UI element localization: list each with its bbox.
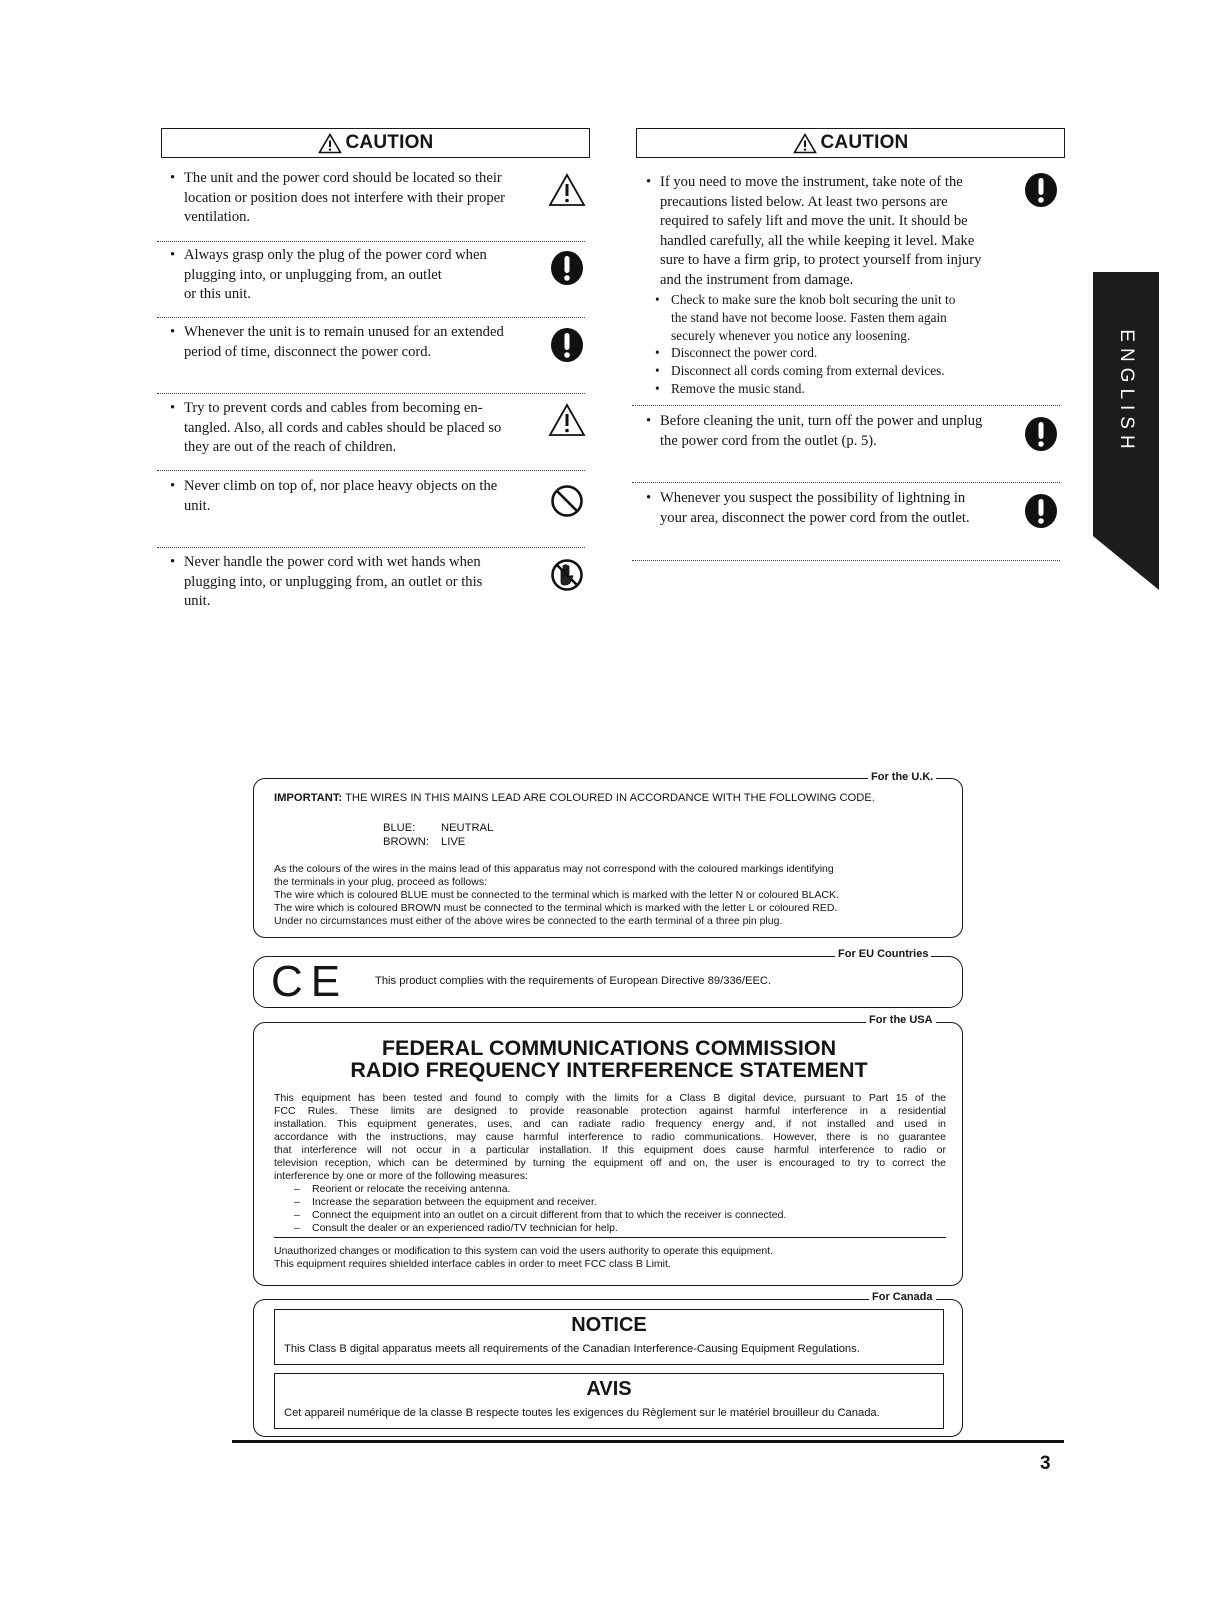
text-line: securely whenever you notice any loosening. — [671, 328, 911, 343]
text-line: unit. — [184, 593, 211, 610]
text-line: your area, disconnect the power cord from the outlet. — [660, 509, 970, 526]
sub-item — [655, 344, 1035, 362]
caution-heading-left: CAUTION — [345, 132, 434, 153]
bullet: • — [170, 324, 176, 340]
text-line: Always grasp only the plug of the power cord when — [184, 247, 487, 263]
brown-val: LIVE — [441, 836, 466, 848]
mandatory-action-icon — [1024, 172, 1058, 208]
fcc-separator — [274, 1237, 946, 1238]
right-caution-item — [646, 173, 1066, 293]
bullet: • — [170, 478, 176, 494]
text-line: required to safely lift and move the unit. It should be — [660, 213, 968, 230]
bullet: • — [655, 381, 660, 396]
caution-heading-right: CAUTION — [820, 132, 909, 153]
warning-triangle-icon — [548, 403, 586, 437]
sub-item — [655, 362, 1035, 380]
notice-title: NOTICE — [571, 1314, 647, 1336]
important-text: THE WIRES IN THIS MAINS LEAD ARE COLOURED IN ACCORDANCE WITH THE FOLLOWING CODE. — [345, 792, 875, 804]
avis-box — [274, 1373, 944, 1429]
fcc-title-line-1: FEDERAL COMMUNICATIONS COMMISSION — [381, 1036, 837, 1060]
text-line: television reception, which can be determined by turning the equipment off and on, the user is encouraged to try to correct the — [274, 1157, 946, 1169]
text-line: The wire which is coloured BLUE must be connected to the terminal which is marked with the letter N or coloured BLACK. — [274, 889, 839, 901]
bullet: • — [170, 400, 176, 416]
text-line: Whenever you suspect the possibility of lightning in — [660, 490, 966, 506]
caution-header-left — [161, 128, 590, 158]
text-line: the power cord from the outlet (p. 5). — [660, 432, 877, 449]
text-line: Whenever the unit is to remain unused for an extended — [184, 324, 504, 340]
divider — [632, 560, 1060, 561]
canada-box — [253, 1299, 963, 1437]
text-line: precautions listed below. At least two persons are — [660, 193, 948, 210]
divider — [157, 470, 585, 471]
measure-item: – Reorient or relocate the receiving antenna. — [294, 1183, 511, 1195]
bullet: • — [655, 345, 660, 360]
measure-item: – Connect the equipment into an outlet on a circuit different from that to which the receiver is connected. — [294, 1209, 787, 1221]
left-caution-item — [170, 323, 590, 373]
text-line: they are out of the reach of children. — [184, 439, 397, 456]
notice-text: This Class B digital apparatus meets all requirements of the Canadian Interference-Causing Equipment Regulations. — [284, 1343, 860, 1355]
text-line: Before cleaning the unit, turn off the power and unplug — [660, 413, 983, 429]
notice-box — [274, 1309, 944, 1365]
uk-paragraph — [274, 863, 964, 928]
text-line: that interference will not occur in a particular installation. If this equipment does cause harmful interference to radio or — [274, 1144, 946, 1156]
prohibited-icon — [550, 483, 584, 519]
divider — [157, 241, 585, 242]
text-line: FCC Rules. These limits are designed to provide reasonable protection against harmful interference in a residential — [274, 1105, 946, 1117]
bullet: • — [646, 490, 652, 506]
text-line: and the instrument from damage. — [660, 271, 854, 288]
text-line: The wire which is coloured BROWN must be connected to the terminal which is marked with the letter L or coloured RED. — [274, 902, 838, 914]
text-line: Try to prevent cords and cables from becoming en- — [184, 400, 483, 416]
usa-label: For the USA — [866, 1014, 936, 1026]
text-line: tangled. Also, all cords and cables should be placed so — [184, 419, 502, 436]
bullet: • — [170, 247, 176, 263]
divider — [157, 393, 585, 394]
language-tab — [1093, 272, 1159, 590]
caution-header-right — [636, 128, 1065, 158]
text-line: handled carefully, all the while keeping it level. Make — [660, 232, 975, 249]
text-line: As the colours of the wires in the mains lead of this apparatus may not correspond with the coloured markings identifying — [274, 863, 834, 875]
divider — [157, 547, 585, 548]
text-line: plugging into, or unplugging from, an outlet or this — [184, 573, 483, 590]
text-line: the terminals in your plug, proceed as follows: — [274, 876, 488, 888]
warning-triangle-icon — [793, 133, 817, 154]
fcc-measures — [294, 1183, 786, 1235]
warning-triangle-icon — [548, 173, 586, 207]
eu-notice-box — [253, 956, 963, 1008]
measure-item: – Increase the separation between the equipment and receiver. — [294, 1196, 597, 1208]
text-line: If you need to move the instrument, take note of the — [660, 174, 963, 190]
eu-label: For EU Countries — [835, 948, 931, 960]
fcc-footer — [274, 1245, 954, 1271]
wire-code — [383, 821, 493, 849]
ce-mark: CE — [271, 957, 349, 1006]
text-line: plugging into, or unplugging from, an outlet — [184, 266, 442, 283]
bullet: • — [646, 174, 652, 190]
divider — [157, 317, 585, 318]
text-line: This equipment has been tested and found to comply with the limits for a Class B digital device, pursuant to Part 15 of the — [274, 1092, 946, 1104]
text-line: This equipment requires shielded interface cables in order to meet FCC class B Limit. — [274, 1258, 671, 1270]
bullet: • — [170, 170, 176, 186]
blue-val: NEUTRAL — [441, 822, 494, 834]
fcc-title-line-2: RADIO FREQUENCY INTERFERENCE STATEMENT — [350, 1058, 868, 1082]
text-line: Disconnect the power cord. — [671, 345, 818, 360]
avis-text: Cet appareil numérique de la classe B respecte toutes les exigences du Règlement sur le matériel brouilleur du Canada. — [284, 1407, 880, 1419]
language-tab-label: ENGLISH — [1116, 329, 1137, 455]
mandatory-action-icon — [550, 250, 584, 286]
left-caution-item — [170, 553, 590, 613]
bullet: • — [655, 292, 660, 307]
text-line: the stand have not become loose. Fasten them again — [671, 310, 947, 325]
blue-key: BLUE: — [383, 822, 416, 834]
right-caution-item — [646, 489, 1066, 539]
text-line: ventilation. — [184, 209, 251, 226]
left-caution-item — [170, 246, 590, 306]
footer-rule — [232, 1440, 1064, 1443]
eu-text: This product complies with the requirements of European Directive 89/336/EEC. — [375, 975, 772, 987]
uk-label: For the U.K. — [868, 771, 936, 783]
left-caution-item — [170, 169, 590, 229]
canada-label: For Canada — [869, 1291, 936, 1303]
text-line: sure to have a firm grip, to protect yourself from injury — [660, 252, 982, 269]
text-line: Disconnect all cords coming from external devices. — [671, 363, 945, 378]
bullet: • — [170, 554, 176, 570]
mandatory-action-icon — [1024, 493, 1058, 529]
text-line: interference by one or more of the following measures: — [274, 1170, 528, 1182]
sub-item — [655, 291, 1035, 345]
uk-notice-box — [253, 778, 963, 938]
text-line: Unauthorized changes or modification to this system can void the users authority to operate this equipment. — [274, 1245, 774, 1257]
text-line: installation. This equipment generates, uses, and can radiate radio frequency energy and, if not installed and used in — [274, 1118, 946, 1130]
important-prefix: IMPORTANT: — [274, 792, 343, 804]
text-line: Remove the music stand. — [671, 381, 805, 396]
text-line: period of time, disconnect the power cord. — [184, 343, 432, 360]
left-caution-item — [170, 399, 590, 459]
text-line: unit. — [184, 497, 211, 514]
text-line: accordance with the instructions, may cause harmful interference to radio communications. However, there is no guarantee — [274, 1131, 946, 1143]
divider — [632, 482, 1060, 483]
uk-important — [274, 792, 954, 805]
mandatory-action-icon — [1024, 416, 1058, 452]
page-number: 3 — [1040, 1453, 1051, 1474]
measure-item: – Consult the dealer or an experienced radio/TV technician for help. — [294, 1222, 618, 1234]
divider — [632, 405, 1060, 406]
warning-triangle-icon — [318, 133, 342, 154]
text-line: or this unit. — [184, 286, 251, 303]
text-line: location or position does not interfere with their proper — [184, 189, 505, 206]
text-line: Never climb on top of, nor place heavy objects on the — [184, 478, 498, 494]
text-line: Under no circumstances must either of the above wires be connected to the earth terminal of a three pin plug. — [274, 915, 783, 927]
text-line: The unit and the power cord should be located so their — [184, 170, 502, 186]
usa-fcc-box — [253, 1022, 963, 1286]
text-line: Check to make sure the knob bolt securing the unit to — [671, 292, 956, 307]
right-caution-item — [646, 412, 1066, 462]
bullet: • — [655, 363, 660, 378]
left-caution-item — [170, 477, 590, 527]
fcc-paragraph — [274, 1092, 946, 1170]
text-line: Never handle the power cord with wet hands when — [184, 554, 481, 570]
bullet: • — [646, 413, 652, 429]
brown-key: BROWN: — [383, 836, 429, 848]
avis-title: AVIS — [586, 1378, 632, 1400]
no-wet-hands-icon — [550, 557, 584, 593]
sub-item — [655, 380, 1035, 398]
mandatory-action-icon — [550, 327, 584, 363]
